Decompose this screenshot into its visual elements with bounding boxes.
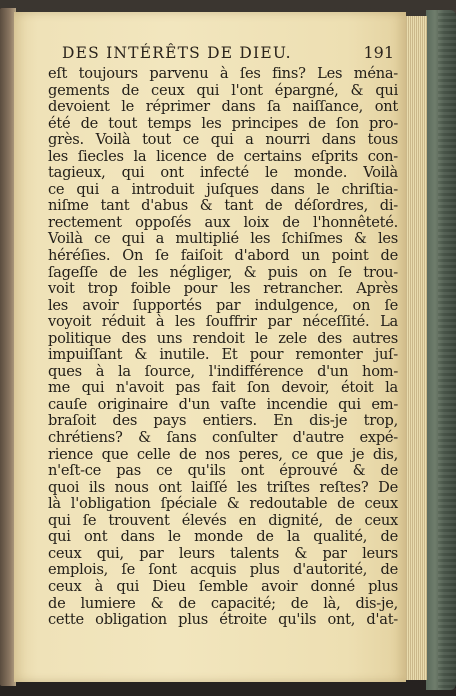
text-line: ceux à qui Dieu ſemble avoir donné plus (48, 577, 398, 595)
text-line: Voilà ce qui a multiplié les ſchiſmes & les (48, 230, 398, 248)
text-line: de lumiere & de capacité; de là, dis-je, (48, 594, 398, 612)
text-line: voyoit réduit à les ſouffrir par néceſſité. La (48, 313, 398, 331)
page-stack-edge (404, 16, 427, 680)
text-line: eſt toujours parvenu à ſes fins? Les ména- (48, 65, 398, 82)
text-line: chrétiens? & ſans conſulter d'autre expé- (48, 429, 398, 447)
text-line: quoi ils nous ont laiſſé les triſtes reſtes? De (48, 478, 398, 496)
body-text (48, 66, 398, 629)
text-line: devoient le réprimer dans ſa naiſſance, ont (48, 98, 398, 116)
text-line: niſme tant d'abus & tant de déſordres, di- (48, 197, 398, 215)
text-line: ſageſſe de les négliger, & puis on ſe trou- (48, 263, 398, 281)
page-header (48, 40, 398, 66)
text-line: rience que celle de nos peres, ce que je dis, (48, 445, 398, 463)
page-number: 191 (363, 43, 394, 62)
text-line: là l'obligation ſpéciale & redoutable de ceux (48, 495, 398, 513)
text-line: qui ont dans le monde de la qualité, de (48, 528, 398, 546)
text-line: ques à la ſource, l'indifférence d'un hom- (48, 362, 398, 380)
text-line: ceux qui, par leurs talents & par leurs (48, 544, 398, 562)
text-line: gements de ceux qui l'ont épargné, & qui (48, 81, 398, 99)
running-title: DES INTÉRÊTS DE DIEU. (62, 44, 292, 62)
text-line: été de tout temps les principes de ſon pro- (48, 114, 398, 132)
text-line: voit trop foible pour les retrancher. Après (48, 280, 398, 298)
spine-texture (438, 10, 456, 690)
text-line: ce qui a introduit juſques dans le chriſtia- (48, 180, 398, 198)
text-line: tagieux, qui ont infecté le monde. Voilà (48, 164, 398, 182)
text-line: les ſiecles la licence de certains eſprits con- (48, 147, 398, 165)
text-line: braſoit des pays entiers. En dis-je trop, (48, 412, 398, 430)
text-line: cauſe originaire d'un vaſte incendie qui em- (48, 395, 398, 413)
text-line: grès. Voilà tout ce qui a nourri dans tous (48, 131, 398, 149)
text-line: qui ſe trouvent élevés en dignité, de ceux (48, 511, 398, 529)
text-line: emplois, ſe ſont acquis plus d'autorité, de (48, 561, 398, 579)
text-line: cette obligation plus étroite qu'ils ont, d'at- (48, 611, 398, 629)
text-line: les avoir ſupportés par indulgence, on ſe (48, 296, 398, 314)
text-line: n'eſt-ce pas ce qu'ils ont éprouvé & de (48, 462, 398, 480)
text-line: impuiſſant & inutile. Et pour remonter juſ- (48, 346, 398, 364)
text-line: politique des uns rendoit le zele des autres (48, 329, 398, 347)
text-line: me qui n'avoit pas fait ſon devoir, étoit la (48, 379, 398, 397)
text-line: héréſies. On ſe faiſoit d'abord un point de (48, 247, 398, 265)
text-line: rectement oppoſés aux loix de l'honnêteté. (48, 213, 398, 231)
